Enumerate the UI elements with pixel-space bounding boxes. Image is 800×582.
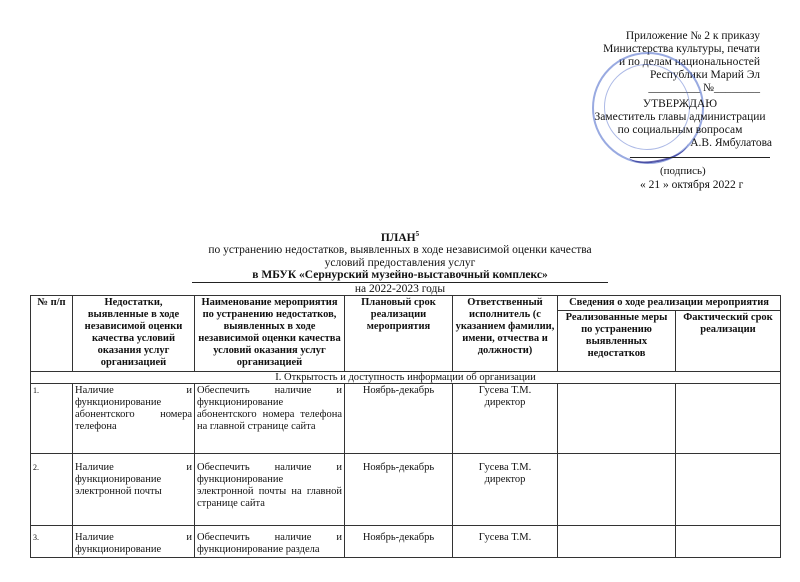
row-actual	[676, 526, 781, 558]
plan-years: на 2022-2023 годы	[354, 282, 446, 295]
table-row	[31, 454, 781, 526]
plan-org: в МБУК «Сернурский музейно-выставочный комплекс»	[192, 269, 607, 283]
section-title: I. Открытость и доступность информации об организации	[31, 372, 781, 384]
header-num: № п/п	[31, 296, 73, 372]
appendix-line-1: Приложение № 2 к приказу	[625, 30, 760, 42]
row-measure: Обеспечить наличие и функционирование абонентского номера телефона на главной странице сайта	[195, 384, 345, 454]
row-deficiency: Наличие и функционирование абонентского номера телефона	[73, 384, 195, 454]
header-responsible: Ответственный исполнитель (с указанием фамилии, имени, отчества и должности)	[453, 296, 558, 372]
header-deficiencies: Недостатки, выявленные в ходе независимой оценки качества условий оказания услуг организацией	[73, 296, 195, 372]
row-num: 3.	[31, 526, 73, 558]
row-responsible-role: директор	[484, 397, 526, 408]
table-row	[31, 384, 781, 454]
row-deadline: Ноябрь-декабрь	[345, 384, 453, 454]
row-implemented	[558, 454, 676, 526]
section-row	[31, 372, 781, 384]
row-measure: Обеспечить наличие и функционирование электронной почты на главной странице сайта	[195, 454, 345, 526]
header-implemented: Реализованные меры по устранению выявленных недостатков	[558, 311, 676, 372]
signature-line	[630, 157, 770, 158]
row-num: 2.	[31, 454, 73, 526]
appendix-line-5: _________ №________	[648, 82, 760, 94]
row-implemented	[558, 526, 676, 558]
approval-line-3: А.В. Ямбулатова	[690, 137, 772, 149]
plan-title	[0, 228, 800, 244]
approval-line-1: Заместитель главы администрации	[594, 111, 766, 123]
appendix-line-4: Республики Марий Эл	[649, 69, 760, 81]
table-header-row-1	[31, 296, 781, 311]
plan-title-text: ПЛАН	[380, 231, 416, 244]
row-implemented	[558, 384, 676, 454]
row-responsible-name: Гусева Т.М.	[478, 385, 532, 396]
approval-date: « 21 » октября 2022 г	[640, 179, 744, 191]
row-responsible-name: Гусева Т.М.	[478, 532, 532, 543]
header-progress: Сведения о ходе реализации мероприятия	[558, 296, 781, 311]
signature-caption: (подпись)	[660, 165, 706, 177]
approval-title: УТВЕРЖДАЮ	[642, 98, 718, 110]
header-measures: Наименование мероприятия по устранению недостатков, выявленных в ходе независимой оценки качества условий оказания услуг организацией	[195, 296, 345, 372]
table-row	[31, 526, 781, 558]
header-actual-deadline: Фактический срок реализации	[676, 311, 781, 372]
row-actual	[676, 384, 781, 454]
row-deficiency: Наличие и функционирование	[73, 526, 195, 558]
row-responsible	[453, 384, 558, 454]
row-responsible	[453, 454, 558, 526]
plan-table	[30, 295, 781, 558]
plan-heading	[0, 228, 800, 295]
plan-line-2: условий предоставления услуг	[324, 256, 476, 269]
row-deadline: Ноябрь-декабрь	[345, 454, 453, 526]
row-responsible-name: Гусева Т.М.	[478, 462, 532, 473]
row-deficiency: Наличие и функционирование электронной почты	[73, 454, 195, 526]
row-responsible	[453, 526, 558, 558]
appendix-line-3: и по делам национальностей	[619, 56, 760, 68]
header-deadline: Плановый срок реализации мероприятия	[345, 296, 453, 372]
row-actual	[676, 454, 781, 526]
appendix-line-2: Министерства культуры, печати	[603, 43, 760, 55]
approval-line-2: по социальным вопросам	[617, 124, 743, 136]
row-responsible-role: директор	[484, 474, 526, 485]
row-num: 1.	[31, 384, 73, 454]
plan-title-sup: 5	[415, 230, 420, 238]
plan-line-1: по устранению недостатков, выявленных в ходе независимой оценки качества	[208, 244, 592, 257]
row-measure: Обеспечить наличие и функционирование раздела	[195, 526, 345, 558]
row-deadline: Ноябрь-декабрь	[345, 526, 453, 558]
